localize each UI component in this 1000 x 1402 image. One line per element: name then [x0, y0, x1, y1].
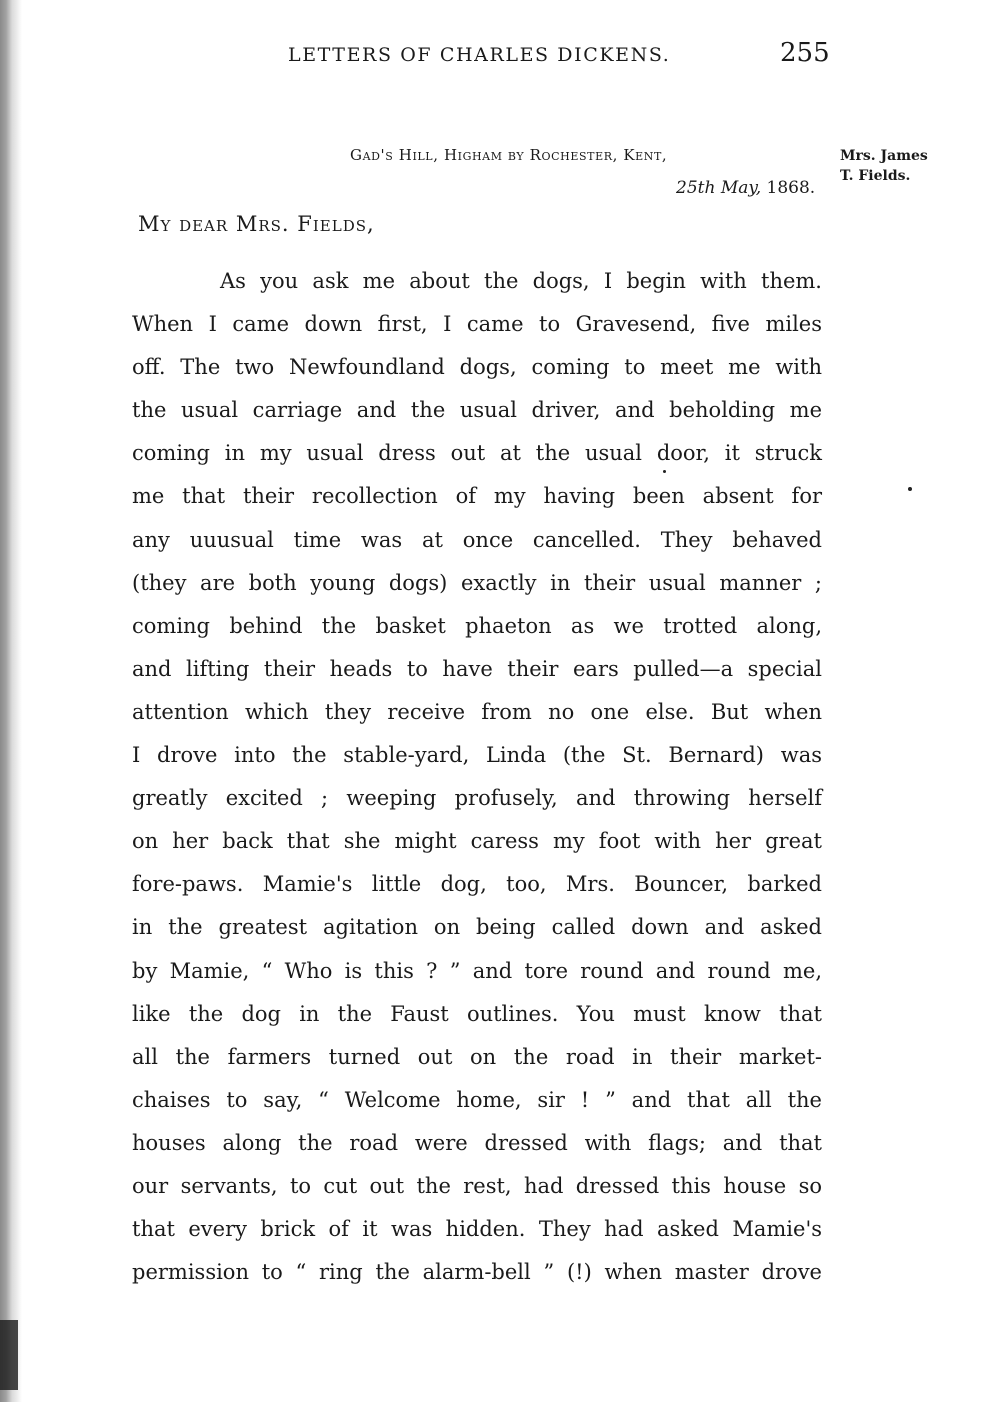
text-line: houses along the road were dressed with flags; and that: [132, 1130, 822, 1155]
text-line: As you ask me about the dogs, I begin with them.: [220, 269, 822, 293]
text-line: that every brick of it was hidden. They had asked Mamie's: [132, 1217, 822, 1242]
text-line: chaises to say, “ Welcome home, sir ! ” and that all the: [132, 1087, 822, 1112]
letter-body: [132, 260, 822, 1294]
text-line: like the dog in the Faust outlines. You must know that: [132, 1001, 822, 1026]
text-line: coming behind the basket phaeton as we trotted along,: [132, 613, 822, 638]
salutation: My dear Mrs. Fields,: [138, 212, 375, 236]
text-line: coming in my usual dress out at the usual door, it struck: [132, 441, 822, 466]
text-line: by Mamie, “ Who is this ? ” and tore round and round me,: [132, 958, 822, 983]
print-speck: [908, 487, 912, 491]
letter-date: [676, 178, 815, 198]
recipient-note-line: T. Fields.: [840, 168, 911, 184]
text-line: permission to “ ring the alarm-bell ” (!) when master drove: [132, 1260, 822, 1285]
text-line: in the greatest agitation on being called down and asked: [132, 915, 822, 940]
text-line: I drove into the stable-yard, Linda (the St. Bernard) was: [132, 743, 822, 768]
page-number: 255: [780, 38, 830, 68]
text-line: on her back that she might caress my foot with her great: [132, 829, 822, 854]
text-line: attention which they receive from no one else. But when: [132, 699, 822, 724]
running-title: LETTERS OF CHARLES DICKENS.: [288, 44, 671, 66]
scan-binding-shadow: [0, 0, 22, 1402]
recipient-margin-note: [840, 146, 950, 186]
scan-binding-mark: [0, 1320, 18, 1390]
letter-address: Gad's Hill, Higham by Rochester, Kent,: [350, 146, 668, 164]
recipient-note-line: Mrs. James: [840, 148, 928, 164]
text-line: all the farmers turned out on the road in their market-: [132, 1044, 822, 1069]
text-line: the usual carriage and the usual driver, and beholding me: [132, 398, 822, 423]
text-line: off. The two Newfoundland dogs, coming to meet me with: [132, 355, 822, 380]
text-line: me that their recollection of my having been absent for: [132, 484, 822, 509]
text-line: any uuusual time was at once cancelled. They behaved: [132, 527, 822, 552]
date-year: 1868.: [761, 178, 816, 198]
date-day: 25th May,: [676, 178, 762, 198]
text-line: our servants, to cut out the rest, had dressed this house so: [132, 1173, 822, 1198]
text-line: and lifting their heads to have their ears pulled—a special: [132, 656, 822, 681]
text-line: (they are both young dogs) exactly in their usual manner ;: [132, 570, 822, 595]
text-line: greatly excited ; weeping profusely, and throwing herself: [132, 786, 822, 811]
text-line: fore-paws. Mamie's little dog, too, Mrs. Bouncer, barked: [132, 872, 822, 897]
text-line: When I came down first, I came to Gravesend, five miles: [132, 312, 822, 337]
